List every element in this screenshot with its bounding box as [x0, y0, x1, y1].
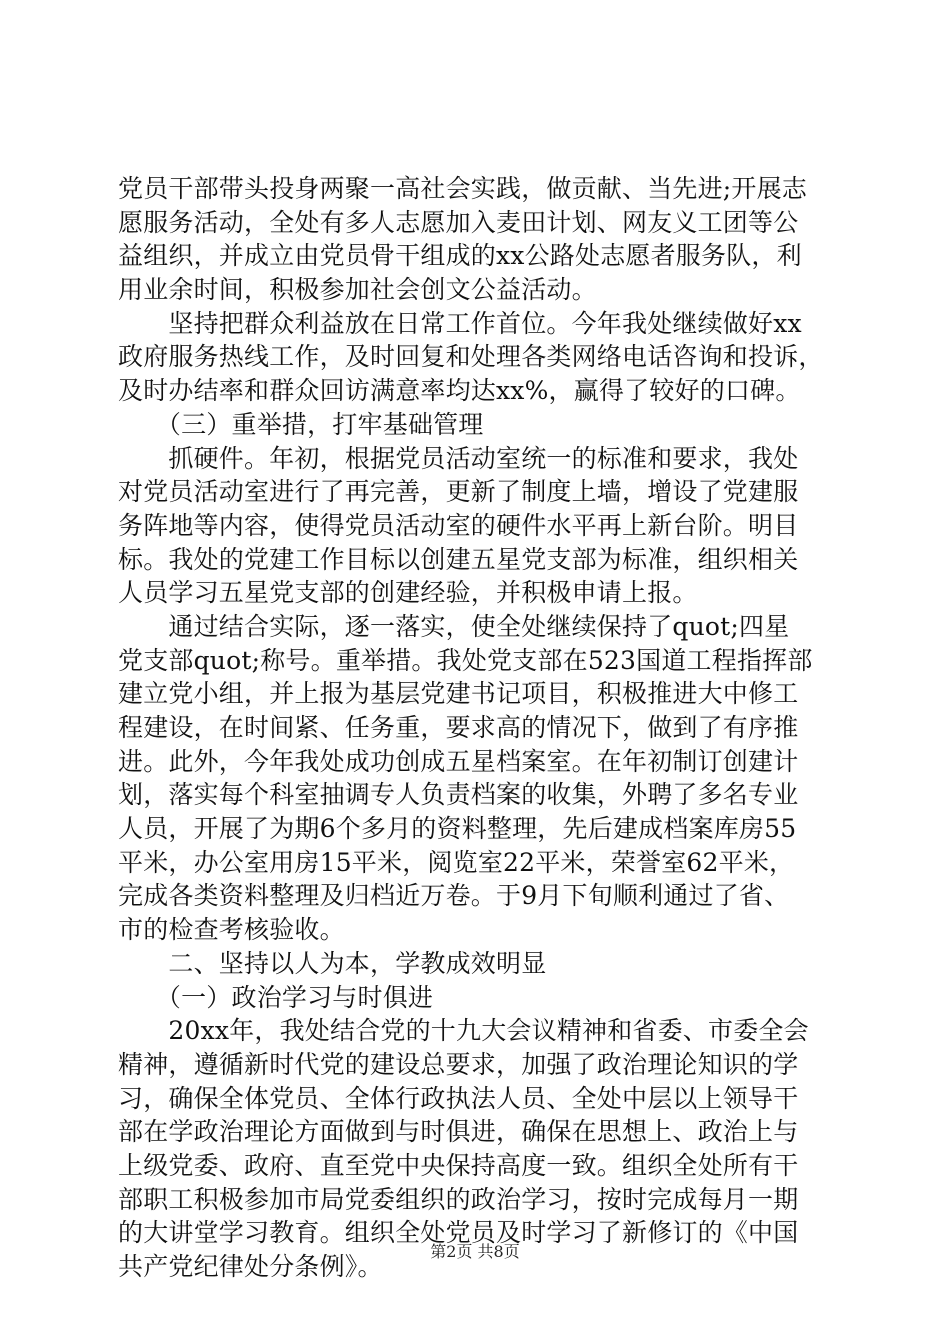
text-line: 政府服务热线工作，及时回复和处理各类网络电话咨询和投诉，	[118, 342, 824, 372]
text-line: 部在学政治理论方面做到与时俱进，确保在思想上、政治上与	[118, 1117, 799, 1147]
text-line: 抓硬件。年初，根据党员活动室统一的标准和要求，我处	[118, 443, 799, 473]
text-line: 平米，办公室用房15平米，阅览室22平米，荣誉室62平米，	[118, 847, 795, 877]
section-heading: 二、坚持以人为本，学教成效明显	[118, 948, 547, 978]
text-line: 标。我处的党建工作目标以创建五星党支部为标准，组织相关	[118, 544, 799, 574]
text-line: 进。此外，今年我处成功创成五星档案室。在年初制订创建计	[118, 746, 799, 776]
text-line: 部职工积极参加市局党委组织的政治学习，按时完成每月一期	[118, 1184, 799, 1214]
text-line: 程建设，在时间紧、任务重，要求高的情况下，做到了有序推	[118, 713, 799, 742]
text-line: 划，落实每个科室抽调专人负责档案的收集，外聘了多名专业	[118, 780, 799, 810]
text-line: 益组织，并成立由党员骨干组成的xx公路处志愿者服务队，利	[118, 241, 802, 271]
text-line: 通过结合实际，逐一落实，使全处继续保持了quot;四星	[118, 611, 790, 641]
text-line: 上级党委、政府、直至党中央保持高度一致。组织全处所有干	[118, 1150, 799, 1180]
text-line: 及时办结率和群众回访满意率均达xx%，赢得了较好的口碑。	[118, 376, 801, 406]
text-line: 的大讲堂学习教育。组织全处党员及时学习了新修订的《中国	[118, 1218, 799, 1248]
text-line: 坚持把群众利益放在日常工作首位。今年我处继续做好xx	[118, 308, 802, 338]
text-line: 精神，遵循新时代党的建设总要求，加强了政治理论知识的学	[118, 1049, 799, 1079]
section-heading: （三）重举措，打牢基础管理	[118, 409, 484, 439]
text-line: 人员学习五星党支部的创建经验，并积极申请上报。	[118, 578, 698, 608]
text-line: 建立党小组，并上报为基层党建书记项目，积极推进大中修工	[118, 679, 799, 709]
text-line: 完成各类资料整理及归档近万卷。于9月下旬顺利通过了省、	[118, 881, 790, 911]
text-line: 愿服务活动，全处有多人志愿加入麦田计划、网友义工团等公	[118, 207, 799, 237]
text-line: 党支部quot;称号。重举措。我处党支部在523国道工程指挥部	[118, 645, 813, 675]
text-line: 市的检查考核验收。	[118, 915, 345, 945]
text-line: 共产党纪律处分条例》。	[118, 1252, 383, 1281]
text-line: 务阵地等内容，使得党员活动室的硬件水平再上新台阶。明目	[118, 510, 799, 540]
document-body	[118, 172, 853, 1284]
page-number: 第2页 共8页	[430, 1242, 520, 1261]
text-line: 习，确保全体党员、全体行政执法人员、全处中层以上领导干	[118, 1083, 799, 1113]
text-line: 对党员活动室进行了再完善，更新了制度上墙，增设了党建服	[118, 477, 799, 507]
text-line: 党员干部带头投身两聚一高社会实践，做贡献、当先进;开展志	[118, 174, 808, 203]
page-footer	[0, 1242, 950, 1262]
subsection-heading: （一）政治学习与时俱进	[118, 982, 434, 1012]
text-line: 用业余时间，积极参加社会创文公益活动。	[118, 275, 597, 305]
text-line: 20xx年，我处结合党的十九大会议精神和省委、市委全会	[118, 1016, 809, 1046]
text-line: 人员，开展了为期6个多月的资料整理，先后建成档案库房55	[118, 814, 797, 844]
